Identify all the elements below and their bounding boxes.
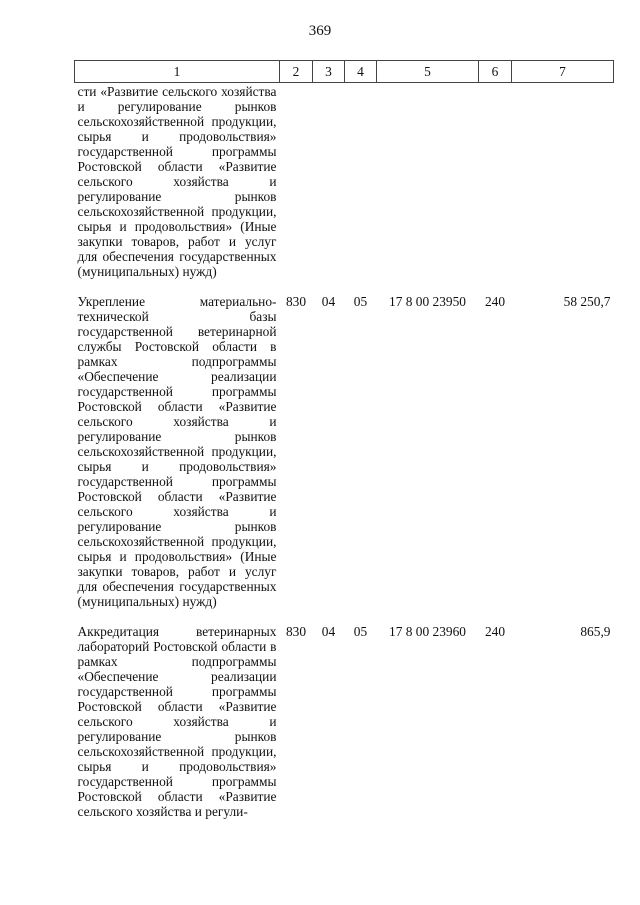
row-name-cell: Аккредитация ветеринарных лабораторий Ростовской области в рамках подпрограммы «Обеспечение реализации государственной программы Ростовской области «Развитие сельского хозяйства и регулирование рынков сельскохозяйственной продукции, сырья и продовольствия» государственной программы Ростовской области «Развитие сельского хозяйства и регули- (77, 624, 277, 819)
target-article-cell (377, 83, 479, 280)
column-header: 5 (377, 61, 479, 83)
table-row (75, 83, 614, 280)
column-header: 3 (313, 61, 345, 83)
table-header-row (75, 61, 614, 83)
amount-cell (512, 83, 614, 280)
subsection-code-cell: 05 (353, 624, 368, 639)
budget-table (74, 60, 614, 819)
amount-cell: 865,9 (580, 624, 611, 639)
target-article-cell: 17 8 00 23960 (389, 624, 466, 639)
expense-type-cell: 240 (484, 294, 506, 309)
subsection-code-cell (345, 83, 377, 280)
expense-type-cell (479, 83, 512, 280)
section-code-cell: 04 (321, 624, 336, 639)
column-header: 4 (345, 61, 377, 83)
column-header: 7 (512, 61, 614, 83)
page-number: 369 (308, 23, 332, 39)
table-row (75, 624, 614, 819)
ministry-code-cell: 830 (285, 294, 307, 309)
section-code-cell: 04 (321, 294, 336, 309)
column-header: 2 (280, 61, 313, 83)
row-spacer (75, 279, 614, 294)
row-name-cell: Укрепление материально-технической базы государственной ветеринарной службы Ростовской области в рамках подпрограммы «Обеспечение реализации государственной программы Ростовской области «Развитие сельского хозяйства и регулирование рынков сельскохозяйственной продукции, сырья и продовольствия» государственной программы Ростовской области «Развитие сельского хозяйства и регулирование рынков сельскохозяйственной продукции, сырья и продовольствия» (Иные закупки товаров, работ и услуг для обеспечения государственных (муниципальных) нужд) (77, 294, 277, 609)
ministry-code-cell: 830 (285, 624, 307, 639)
column-header: 1 (75, 61, 280, 83)
table-row (75, 294, 614, 609)
column-header: 6 (479, 61, 512, 83)
row-name-cell: сти «Развитие сельского хозяйства и регулирование рынков сельскохозяйственной продукции, сырья и продовольствия» государственной программы Ростовской области «Развитие сельского хозяйства и регулирование рынков сельскохозяйственной продукции, сырья и продовольствия» (Иные закупки товаров, работ и услуг для обеспечения государственных (муниципальных) нужд) (77, 84, 277, 279)
target-article-cell: 17 8 00 23950 (389, 294, 466, 309)
section-code-cell (313, 83, 345, 280)
amount-cell: 58 250,7 (563, 294, 611, 309)
ministry-code-cell (280, 83, 313, 280)
expense-type-cell: 240 (484, 624, 506, 639)
row-spacer (75, 609, 614, 624)
subsection-code-cell: 05 (353, 294, 368, 309)
